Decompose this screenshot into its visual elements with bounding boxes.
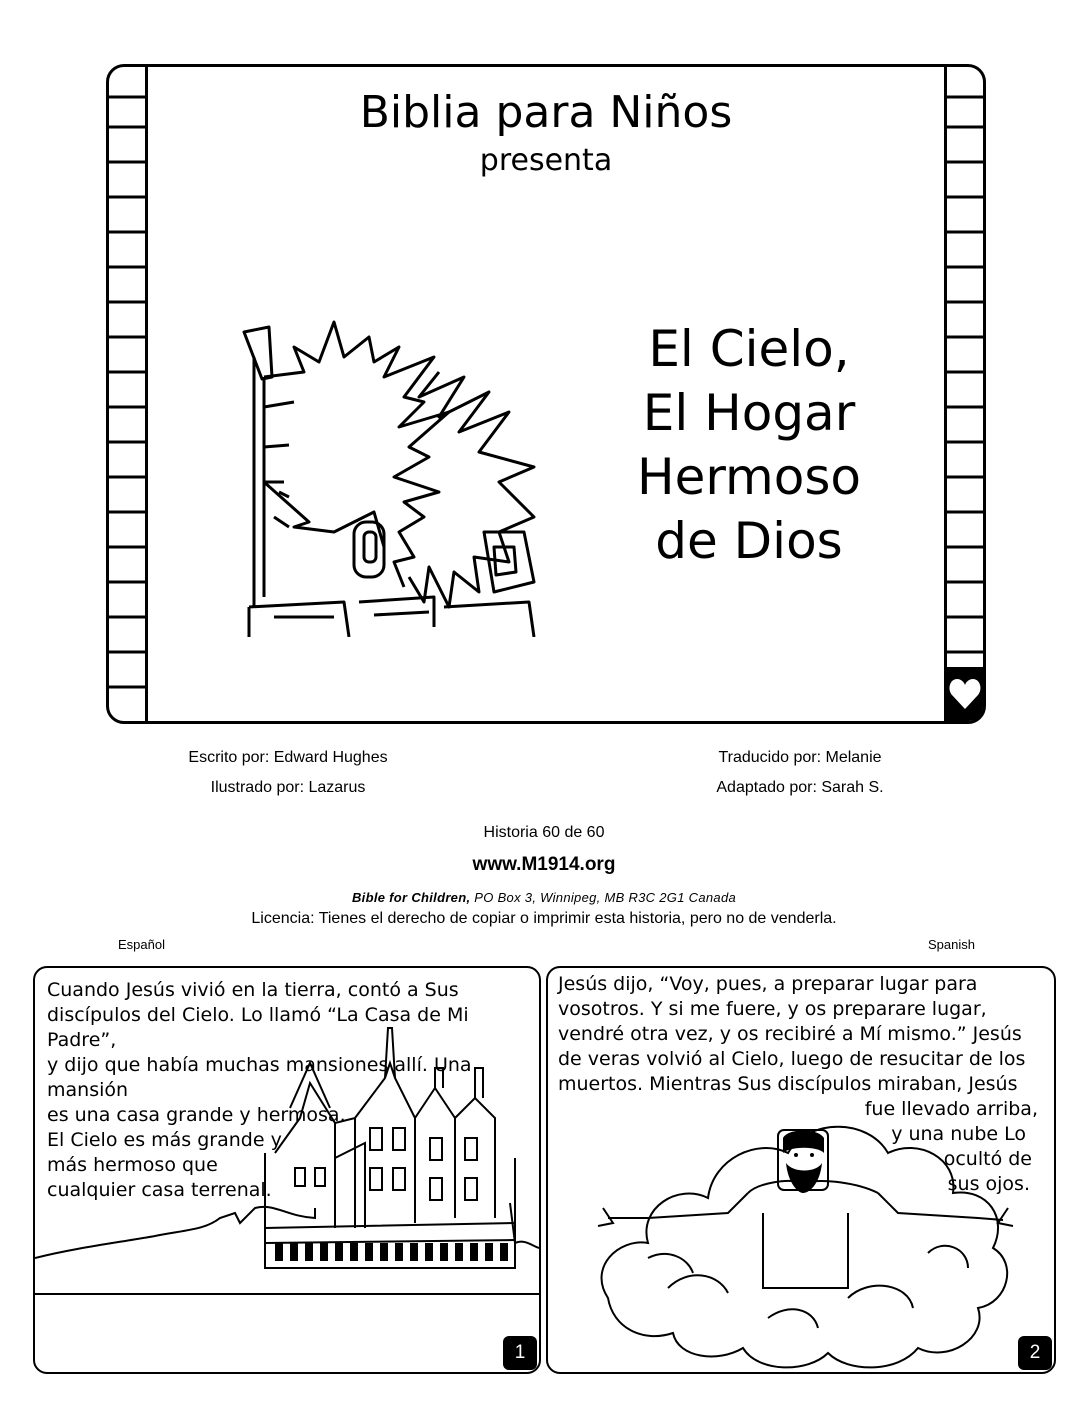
panel-text-line: discípulos del Cielo. Lo llamó “La Casa de Mi Padre”,: [47, 1004, 469, 1051]
cover-heading: Biblia para Niños: [359, 87, 733, 138]
panel-text-line: es una casa grande y hermosa.: [47, 1104, 346, 1126]
panel-text-line: y dijo que había muchas mansiones allí. Una mansión: [47, 1054, 472, 1101]
written-by: Escrito por: Edward Hughes: [188, 749, 388, 766]
panel-text-line: fue llevado arriba,: [864, 1098, 1038, 1120]
adapted-by: Adaptado por: Sarah S.: [716, 779, 884, 796]
panel-1-text: [47, 978, 539, 1203]
address: [0, 890, 1088, 905]
heart-icon: [947, 667, 983, 721]
cover-subheading: presenta: [479, 143, 613, 178]
page-number: 2: [1018, 1336, 1052, 1370]
credits-left: [178, 748, 398, 808]
panel-text-line: muertos. Mientras Sus discípulos miraban, Jesús: [558, 1073, 1018, 1095]
license-text: Licencia: Tienes el derecho de copiar o imprimir esta historia, pero no de venderla.: [251, 910, 837, 927]
panel-text-line: ocultó de: [943, 1148, 1032, 1170]
translated-by: Traducido por: Melanie: [718, 749, 882, 766]
story-title-line: de Dios: [655, 512, 843, 570]
panel-text-line: vendré otra vez, y os recibiré a Mí mismo.” Jesús: [558, 1023, 1022, 1045]
throne-illustration: [234, 317, 554, 637]
heart-logo: [947, 667, 983, 721]
language-label-right: Spanish: [928, 937, 975, 952]
panel-text-line: más hermoso que: [47, 1154, 218, 1176]
panel-text-line: Cuando Jesús vivió en la tierra, contó a Sus: [47, 979, 459, 1001]
panel-text-line: Jesús dijo, “Voy, pues, a preparar lugar para: [558, 973, 978, 995]
story-title-line: Hermoso: [637, 448, 861, 506]
panel-text-line: cualquier casa terrenal.: [47, 1179, 272, 1201]
page-number: 1: [503, 1336, 537, 1370]
panel-text-line: sus ojos.: [947, 1173, 1030, 1195]
panel-2-text: [558, 972, 1038, 1197]
panel-text-line: El Cielo es más grande y: [47, 1129, 282, 1151]
address-rest: PO Box 3, Winnipeg, MB R3C 2G1 Canada: [474, 890, 736, 905]
story-title-line: El Hogar: [642, 384, 856, 442]
credits-right: [700, 748, 900, 808]
language-label-left: Español: [118, 937, 165, 952]
story-title: [629, 317, 869, 573]
illustrated-by: Ilustrado por: Lazarus: [210, 779, 366, 796]
panel-text-line: y una nube Lo: [891, 1123, 1026, 1145]
story-panel-2: [546, 966, 1056, 1374]
story-title-line: El Cielo,: [648, 320, 850, 378]
website-link[interactable]: www.M1914.org: [472, 854, 616, 875]
panel-text-line: de veras volvió al Cielo, luego de resucitar de los: [558, 1048, 1026, 1070]
story-count: Historia 60 de 60: [483, 824, 605, 841]
story-panel-1: [33, 966, 541, 1374]
cover-frame: [106, 64, 986, 724]
address-org: Bible for Children,: [351, 890, 471, 905]
panel-text-line: vosotros. Y si me fuere, y os preparare lugar,: [558, 998, 987, 1020]
